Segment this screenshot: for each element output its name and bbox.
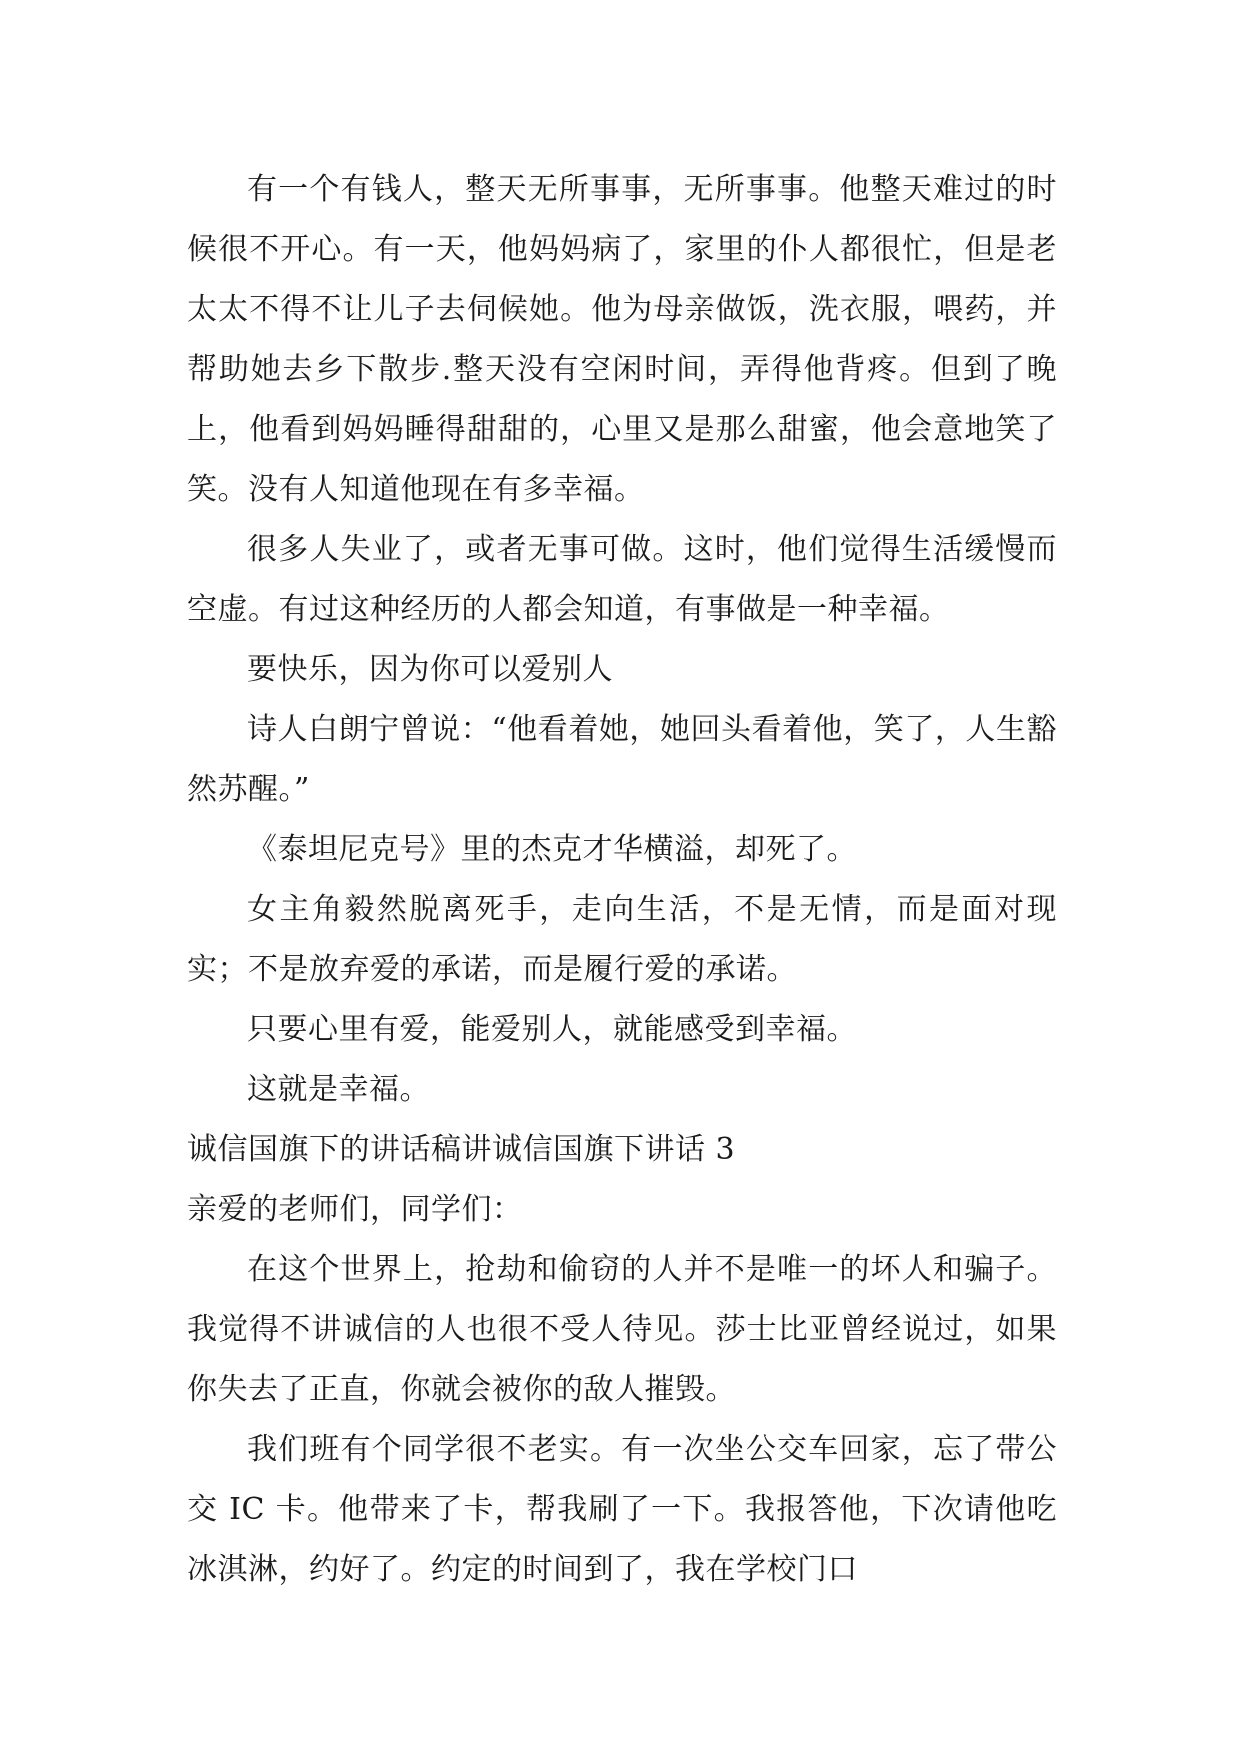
paragraph-be-happy: 要快乐，因为你可以爱别人 bbox=[247, 652, 613, 687]
section-title: 诚信国旗下的讲话稿讲诚信国旗下讲话 3 bbox=[187, 1132, 736, 1167]
document-body bbox=[187, 160, 1057, 1600]
paragraph-heroine: 女主角毅然脱离死手，走向生活，不是无情，而是面对现实；不是放弃爱的承诺，而是履行爱的承诺。 bbox=[187, 892, 1057, 987]
paragraph-rich-man: 有一个有钱人，整天无所事事，无所事事。他整天难过的时候很不开心。有一天，他妈妈病了，家里的仆人都很忙，但是老太太不得不让儿子去伺候她。他为母亲做饭，洗衣服，喂药，并帮助她去乡下散步.整天没有空闲时间，弄得他背疼。但到了晚上，他看到妈妈睡得甜甜的，心里又是那么甜蜜，他会意地笑了笑。没有人知道他现在有多幸福。 bbox=[187, 172, 1057, 507]
paragraph-integrity: 在这个世界上，抢劫和偷窃的人并不是唯一的坏人和骗子。我觉得不讲诚信的人也很不受人待见。莎士比亚曾经说过，如果你失去了正直，你就会被你的敌人摧毁。 bbox=[187, 1252, 1057, 1407]
salutation: 亲爱的老师们，同学们： bbox=[187, 1192, 523, 1227]
paragraph-love-others: 只要心里有爱，能爱别人，就能感受到幸福。 bbox=[247, 1012, 857, 1047]
paragraph-this-is-happiness: 这就是幸福。 bbox=[247, 1072, 430, 1107]
paragraph-browning-quote: 诗人白朗宁曾说：“他看着她，她回头看着他，笑了，人生豁然苏醒。” bbox=[187, 712, 1057, 807]
paragraph-unemployment: 很多人失业了，或者无事可做。这时，他们觉得生活缓慢而空虚。有过这种经历的人都会知道，有事做是一种幸福。 bbox=[187, 532, 1057, 627]
paragraph-titanic-jack: 《泰坦尼克号》里的杰克才华横溢，却死了。 bbox=[247, 832, 857, 867]
paragraph-classmate-story: 我们班有个同学很不老实。有一次坐公交车回家，忘了带公交 IC 卡。他带来了卡，帮我刷了一下。我报答他，下次请他吃冰淇淋，约好了。约定的时间到了，我在学校门口 bbox=[187, 1432, 1057, 1587]
